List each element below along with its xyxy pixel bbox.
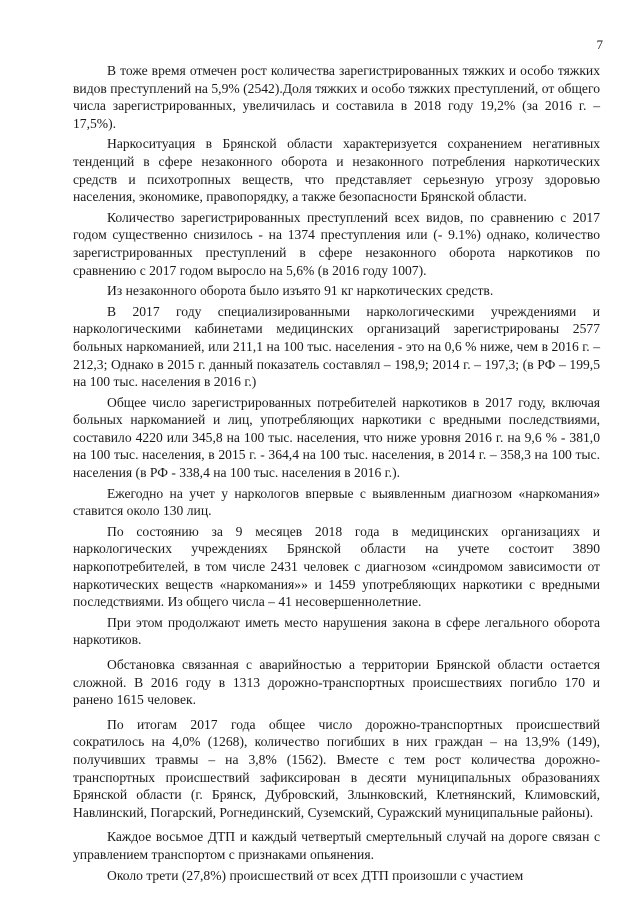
paragraph-seized-drugs: Из незаконного оборота было изъято 91 кг наркотических средств.: [107, 283, 494, 299]
paragraph-annual-diagnosis: Ежегодно на учет у наркологов впервые с выявленным диагнозом «наркомания» ставится около 130 лиц.: [73, 485, 600, 519]
paragraph-drunk-driving: Каждое восьмое ДТП и каждый четвертый смертельный случай на дороге связан с управлением транспортом с признаками опьянения.: [73, 829, 600, 862]
paragraph-road-accidents: Обстановка связанная с аварийностью а территории Брянской области остается сложной. В 2016 году в 1313 дорожно-транспортных происшествиях погибло 170 и ранено 1615 человек.: [73, 657, 600, 708]
paragraph-serious-crimes: В тоже время отмечен рост количества зарегистрированных тяжких и особо тяжких видов преступлений на 5,9% (2542).Доля тяжких и особо тяжких преступлений, от общего числа зарегистрированных, увеличилась и составила в 2018 году 19,2% (за 2016 г. – 17,5%).: [73, 63, 600, 131]
page-number: 7: [596, 37, 603, 52]
paragraph-legal-violations: При этом продолжают иметь место нарушения закона в сфере легального оборота наркотиков.: [73, 614, 600, 648]
paragraph-drug-situation: Наркоситуация в Брянской области характеризуется сохранением негативных тенденций в сфере незаконного оборота и незаконного потребления наркотических средств и психотропных веществ, что представляет серьезную угрозу здоровью населения, экономике, правопорядку, а также безопасности Брянской области.: [73, 136, 600, 205]
paragraph-registered-addicts: В 2017 году специализированными наркологическими учреждениями и наркологическими кабинетами медицинских организаций зарегистрированы 2577 больных наркоманией, или 211,1 на 100 тыс. населения - это на 0,6 % ниже, чем в 2016 г. – 212,3; Однако в 2015 г. данный показатель составлял – 198,9; 2014 г. – 197,3; (в РФ – 199,5 на 100 тыс. населения в 2016 г.): [73, 303, 600, 390]
paragraph-accident-results-2017: По итогам 2017 года общее число дорожно-транспортных происшествий сократилось на 4,0% (1268), количество погибших в них граждан – на 13,9% (149), получивших травмы – на 3,8% (1562). Вместе с тем рост количества дорожно-транспортных происшествий зафиксирован в десяти муниципальных образованиях Брянской области (г. Брянск, Дубровский, Злынковский, Клетнянский, Климовский, Навлинский, Погарский, Рогнединский, Суземский, Суражский муниципальные районы).: [73, 716, 600, 820]
paragraph-third-of-accidents: Около трети (27,8%) происшествий от всех ДТП произошли с участием: [107, 867, 524, 883]
paragraph-nine-months-2018: По состоянию за 9 месяцев 2018 года в медицинских организациях и наркологических учреждениях Брянской области на учете состоит 3890 наркопотребителей, в том числе 2431 человек с диагнозом «синдромом зависимости от наркотических веществ «наркомания»» и 1459 употребляющих наркотики с вредными последствиями. Из общего числа – 41 несовершеннолетние.: [73, 523, 600, 610]
paragraph-drug-users-total: Общее число зарегистрированных потребителей наркотиков в 2017 году, включая больных наркоманией и лиц, употребляющих наркотики с вредными последствиями, составило 4220 или 345,8 на 100 тыс. населения, что ниже уровня 2016 г. на 9,6 % - 381,0 на 100 тыс. населения, в 2015 г. - 364,4 на 100 тыс. населения, в 2014 г. – 358,3 на 100 тыс. населения (в РФ - 338,4 на 100 тыс. населения в 2016 г.).: [73, 394, 600, 481]
paragraph-crime-count: Количество зарегистрированных преступлений всех видов, по сравнению с 2017 годом существенно снизилось - на 1374 преступления или (- 9.1%) однако, количество зарегистрированных преступлений в сфере незаконного оборота наркотиков по сравнению с 2017 годом выросло на 5,6% (в 2016 году 1007).: [73, 209, 600, 278]
